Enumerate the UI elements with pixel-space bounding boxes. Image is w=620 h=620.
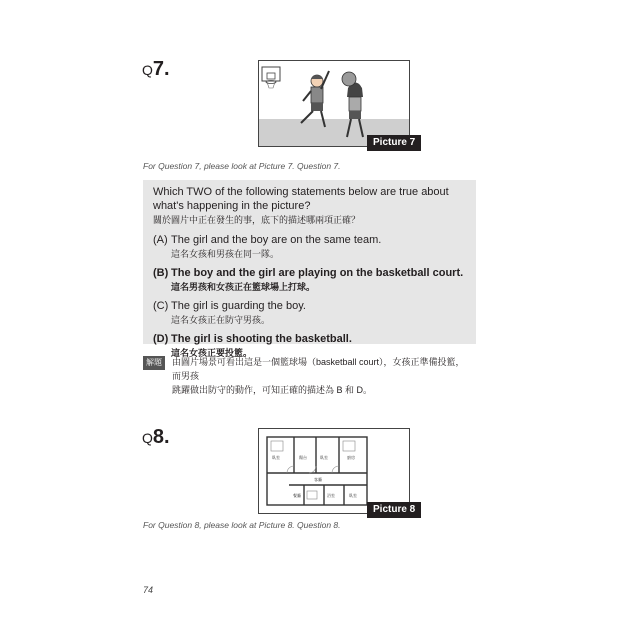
q7-caption: For Question 7, please look at Picture 7. Question 7. <box>143 161 341 171</box>
basketball-illustration <box>259 61 409 146</box>
option-a-zh: 這名女孩和男孩在同一隊。 <box>171 249 280 259</box>
option-c <box>153 300 466 326</box>
picture-7-tag: Picture 7 <box>367 135 421 151</box>
option-b <box>153 267 466 293</box>
option-a <box>153 234 466 260</box>
q7-prefix: Q <box>142 62 153 78</box>
explanation-line-1: 由圖片場景可看出這是一個籃球場（basketball court），女孩正準備投籃，而男孩 <box>172 357 465 381</box>
plan-label-balcony: 陽台 <box>299 455 307 460</box>
option-a-text: The girl and the boy are on the same team. <box>171 234 382 246</box>
picture-8-tag: Picture 8 <box>367 502 421 518</box>
plan-label-bedroom-2: 臥室 <box>320 455 328 460</box>
option-b-letter: (B) <box>153 267 169 279</box>
q7-stem-zh: 關於圖片中正在發生的事，底下的描述哪兩項正確？ <box>153 215 361 225</box>
plan-label-kitchen: 廚房 <box>347 455 355 460</box>
plan-label-dining: 餐廳 <box>293 493 301 498</box>
plan-label-bathroom: 浴室 <box>327 493 335 498</box>
explanation-tag: 解題 <box>143 356 165 370</box>
plan-label-bedroom-3: 臥室 <box>349 493 357 498</box>
plan-label-bedroom-1: 臥室 <box>272 455 280 460</box>
q7-question-box <box>143 180 476 358</box>
option-d-letter: (D) <box>153 333 169 345</box>
q7-stem-en: Which TWO of the following statements below are true about what's happening in the picture? <box>153 186 449 212</box>
option-a-letter: (A) <box>153 234 168 246</box>
option-b-text: The boy and the girl are playing on the basketball court. <box>171 267 464 279</box>
q7-number: 7. <box>152 58 170 80</box>
floor-plan-illustration <box>259 429 409 513</box>
option-c-letter: (C) <box>153 300 169 312</box>
explanation-text <box>172 355 472 397</box>
q8-label <box>142 426 170 449</box>
q8-number: 8. <box>152 426 170 448</box>
option-b-zh: 這名男孩和女孩正在籃球場上打球。 <box>171 282 316 292</box>
option-d-text: The girl is shooting the basketball. <box>171 333 352 345</box>
explanation-line-2: 跳躍做出防守的動作，可知正確的描述為 B 和 D。 <box>172 385 373 395</box>
option-d-zh: 這名女孩正要投籃。 <box>171 348 253 358</box>
picture-7 <box>258 60 410 147</box>
page-number: 74 <box>143 585 154 595</box>
q8-caption: For Question 8, please look at Picture 8. Question 8. <box>143 520 341 530</box>
q7-label <box>142 58 170 81</box>
q8-prefix: Q <box>142 430 153 446</box>
option-c-zh: 這名女孩正在防守男孩。 <box>171 315 271 325</box>
option-c-text: The girl is guarding the boy. <box>171 300 306 312</box>
plan-label-living-room: 客廳 <box>314 477 322 482</box>
